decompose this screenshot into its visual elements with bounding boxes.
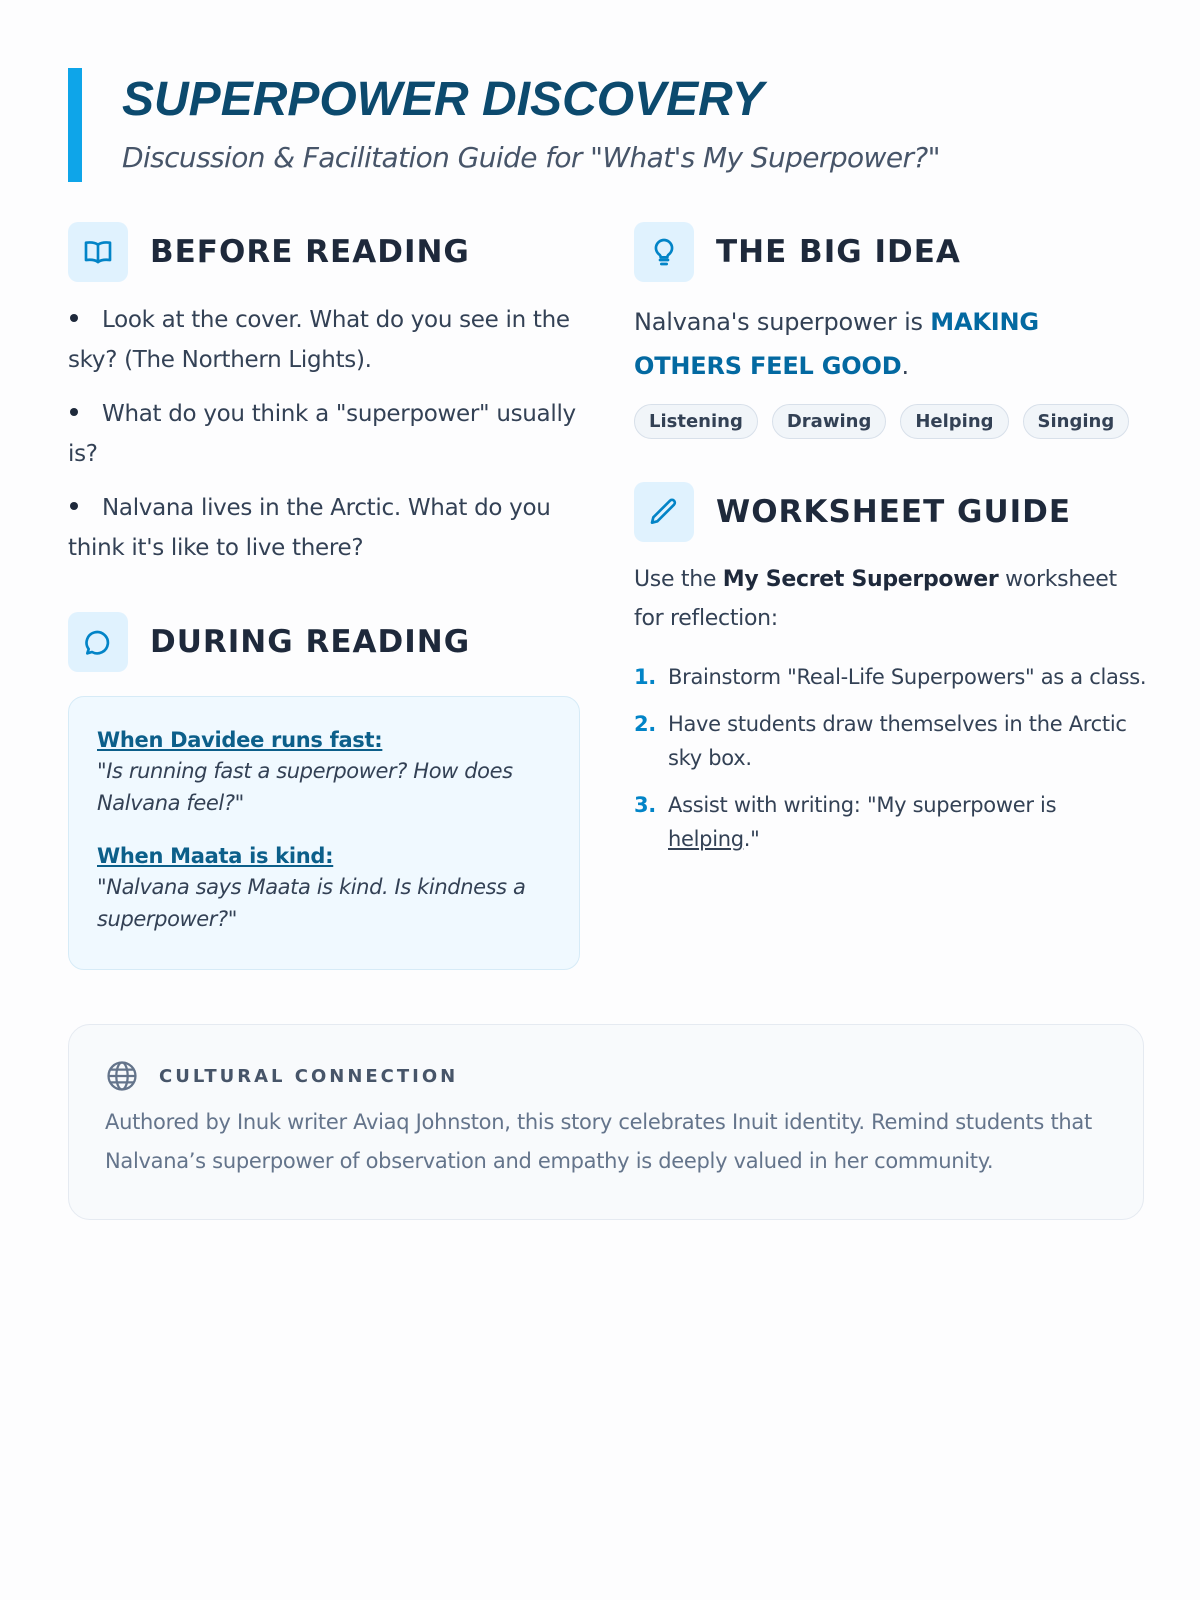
pencil-icon — [634, 482, 694, 542]
big-idea-title: THE BIG IDEA — [716, 234, 961, 270]
worksheet-steps — [634, 660, 1154, 869]
chip-listening: Listening — [634, 404, 758, 439]
worksheet-intro: Use the My Secret Superpower worksheet for reflection: — [634, 567, 1117, 631]
globe-icon — [105, 1059, 139, 1093]
chip-drawing: Drawing — [772, 404, 886, 439]
before-reading-title: BEFORE READING — [150, 234, 470, 270]
big-idea-text: Nalvana's superpower is MAKING OTHERS FEEL GOOD. — [634, 308, 1039, 380]
skill-chips — [634, 404, 1129, 439]
lightbulb-icon — [634, 222, 694, 282]
during-quote: "Is running fast a superpower? How does Nalvana feel?" — [97, 759, 513, 815]
cultural-title: CULTURAL CONNECTION — [159, 1065, 459, 1087]
worksheet-title: WORKSHEET GUIDE — [716, 494, 1072, 530]
chat-bubble-icon — [68, 612, 128, 672]
during-reading-header — [68, 612, 470, 672]
during-reading-title: DURING READING — [150, 624, 471, 660]
list-item: 3. Assist with writing: "My superpower is helping." — [634, 793, 1057, 851]
chip-helping: Helping — [900, 404, 1008, 439]
before-reading-header — [68, 222, 470, 282]
during-label: When Davidee runs fast: — [97, 728, 383, 752]
cultural-text: Authored by Inuk writer Aviaq Johnston, this story celebrates Inuit identity. Remind students that Nalvana’s superpower of observation and empathy is deeply valued in her community. — [105, 1110, 1092, 1173]
during-reading-box — [68, 696, 580, 970]
big-idea-highlight: MAKING OTHERS FEEL GOOD — [634, 308, 1039, 380]
before-reading-list — [68, 300, 578, 582]
during-item — [97, 841, 551, 935]
list-item: Look at the cover. What do you see in the sky? (The Northern Lights). — [68, 307, 570, 373]
list-item: Nalvana lives in the Arctic. What do you think it's like to live there? — [68, 495, 551, 561]
during-label: When Maata is kind: — [97, 844, 334, 868]
page-subtitle: Discussion & Facilitation Guide for "What's My Superpower?" — [122, 141, 940, 174]
chip-singing: Singing — [1023, 404, 1130, 439]
cultural-connection-card — [68, 1024, 1144, 1220]
page-title: SUPERPOWER DISCOVERY — [122, 73, 764, 126]
list-item: 2. Have students draw themselves in the Arctic sky box. — [634, 712, 1127, 770]
header — [68, 68, 940, 182]
list-item: 1. Brainstorm "Real-Life Superpowers" as a class. — [634, 665, 1147, 689]
during-quote: "Nalvana says Maata is kind. Is kindness a superpower?" — [97, 875, 526, 931]
big-idea-header — [634, 222, 961, 282]
book-icon — [68, 222, 128, 282]
list-item: What do you think a "superpower" usually is? — [68, 401, 576, 467]
during-item — [97, 725, 551, 819]
worksheet-header — [634, 482, 1071, 542]
